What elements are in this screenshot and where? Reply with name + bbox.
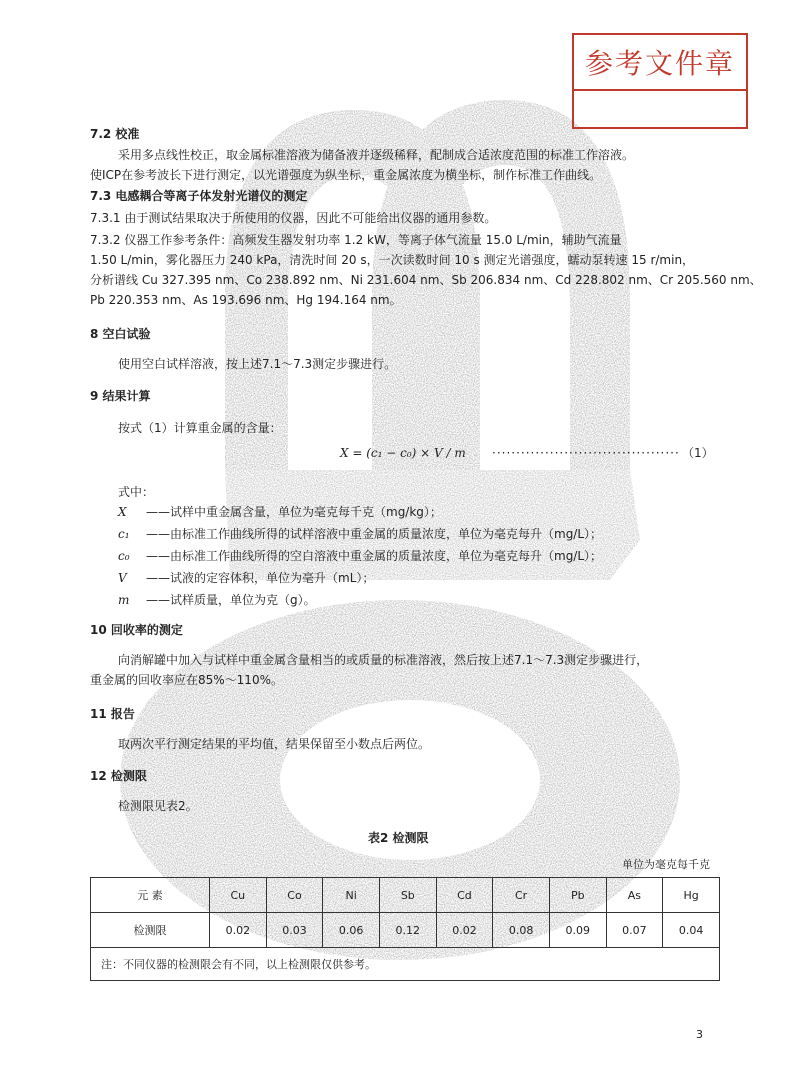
paragraph-line: 7.3.1 由于测试结果取决于所使用的仪器，因此不可能给出仪器的通用参数。	[90, 211, 497, 225]
paragraph-line: 重金属的回收率应在85%～110%。	[90, 673, 283, 687]
definition-text: ——由标准工作曲线所得的试样溶液中重金属的质量浓度，单位为毫克每升（mg/L）；	[146, 527, 603, 541]
heading-8: 8 空白试验	[90, 327, 151, 341]
paragraph-line: 使用空白试样溶液，按上述7.1～7.3测定步骤进行。	[118, 357, 397, 371]
table-cell: 0.08	[493, 913, 550, 948]
table-header-cell: Cu	[210, 878, 267, 913]
table-row-label: 检测限	[91, 913, 210, 948]
table-header-cell: 元 素	[91, 878, 210, 913]
heading-10: 10 回收率的测定	[90, 623, 183, 637]
detection-limit-table	[90, 877, 720, 981]
paragraph-line: 1.50 L/min，雾化器压力 240 kPa，清洗时间 20 s，一次读数时间 10 s 测定光谱强度，蠕动泵转速 15 r/min，	[90, 253, 695, 267]
table-header-row	[91, 878, 720, 913]
heading-7-2: 7.2 校准	[90, 127, 140, 141]
table-header-cell: Co	[266, 878, 323, 913]
paragraph-line: 向消解罐中加入与试样中重金属含量相当的或质量的标准溶液，然后按上述7.1～7.3测定步骤进行，	[118, 653, 649, 667]
paragraph-line: 按式（1）计算重金属的含量：	[118, 421, 282, 435]
table-note-row	[91, 948, 720, 981]
table-cell: 0.04	[663, 913, 720, 948]
definition-symbol: X	[118, 505, 127, 519]
where-label: 式中：	[118, 485, 155, 499]
heading-12: 12 检测限	[90, 769, 147, 783]
table-cell: 0.03	[266, 913, 323, 948]
heading-11: 11 报告	[90, 707, 135, 721]
heading-9: 9 结果计算	[90, 389, 151, 403]
paragraph-line: 7.3.2 仪器工作参考条件：高频发生器发射功率 1.2 kW，等离子体气流量 15.0 L/min，辅助气流量	[90, 233, 622, 247]
table-note: 注：不同仪器的检测限会有不同，以上检测限仅供参考。	[91, 948, 720, 981]
heading-7-3: 7.3 电感耦合等离子体发射光谱仪的测定	[90, 189, 308, 203]
definition-symbol: m	[118, 593, 130, 607]
formula-leader: ·······································	[492, 446, 680, 460]
table-title: 表2 检测限	[368, 831, 429, 845]
definition-item	[0, 590, 800, 610]
definition-item	[0, 546, 800, 566]
paragraph-line: 分析谱线 Cu 327.395 nm、Co 238.892 nm、Ni 231.604 nm、Sb 206.834 nm、Cd 228.802 nm、Cr 205.560 nm、	[90, 273, 762, 287]
table-header-cell: As	[606, 878, 663, 913]
definition-item	[0, 524, 800, 544]
formula: X = (c₁ − c₀) × V / m	[340, 446, 466, 460]
table-header-cell: Pb	[549, 878, 606, 913]
formula-number: （1）	[682, 446, 714, 460]
paragraph-line: 检测限见表2。	[118, 799, 198, 813]
definition-text: ——试液的定容体积，单位为毫升（mL）；	[146, 571, 375, 585]
paragraph-line: 采用多点线性校正，取金属标准溶液为储备液并逐级稀释，配制成合适浓度范围的标准工作溶液。	[118, 148, 635, 162]
table-cell: 0.12	[379, 913, 436, 948]
table-row	[91, 913, 720, 948]
table-cell: 0.02	[436, 913, 493, 948]
table-header-cell: Hg	[663, 878, 720, 913]
table-cell: 0.06	[323, 913, 380, 948]
table-header-cell: Sb	[379, 878, 436, 913]
paragraph-line: Pb 220.353 nm、As 193.696 nm、Hg 194.164 nm。	[90, 293, 402, 307]
definition-text: ——试样质量，单位为克（g）。	[146, 593, 316, 607]
definition-symbol: V	[118, 571, 127, 585]
definition-symbol: c₀	[118, 549, 130, 563]
table-header-cell: Cd	[436, 878, 493, 913]
definition-text: ——由标准工作曲线所得的空白溶液中重金属的质量浓度，单位为毫克每升（mg/L）；	[146, 549, 603, 563]
paragraph-line: 取两次平行测定结果的平均值，结果保留至小数点后两位。	[118, 737, 431, 751]
table-header-cell: Ni	[323, 878, 380, 913]
table-header-cell: Cr	[493, 878, 550, 913]
table-cell: 0.07	[606, 913, 663, 948]
definition-item	[0, 502, 800, 522]
reference-stamp	[572, 33, 748, 129]
table-unit: 单位为毫克每千克	[622, 858, 710, 871]
definition-symbol: c₁	[118, 527, 130, 541]
table-cell: 0.09	[549, 913, 606, 948]
stamp-text: 参考文件章	[574, 35, 746, 91]
page-number: 3	[696, 1028, 703, 1041]
definition-item	[0, 568, 800, 588]
paragraph-line: 使ICP在参考波长下进行测定，以光谱强度为纵坐标，重金属浓度为横坐标，制作标准工作曲线。	[90, 168, 602, 182]
table-cell: 0.02	[210, 913, 267, 948]
definition-text: ——试样中重金属含量，单位为毫克每千克（mg/kg）；	[146, 505, 442, 519]
